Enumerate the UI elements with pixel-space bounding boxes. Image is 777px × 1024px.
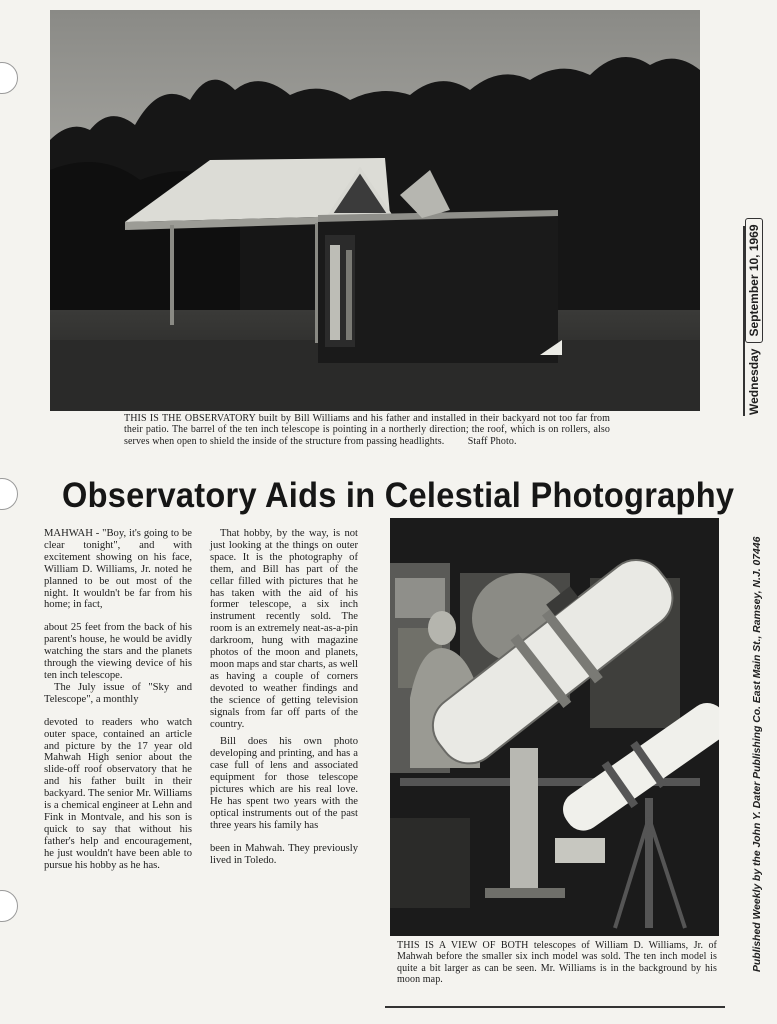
date-value: September 10, 1969 bbox=[745, 218, 763, 342]
col2-paragraph-1: That hobby, by the way, is not just looking at the things on outer space. It is the photography of them, and Bill has part of the cellar filled with pictures that he has taken with the aid of his former telescope, a six inch instrument recently sold. The room is an extremely neat-as-a-pin darkroom, hung with magazine photos of the moon and planets, moon maps and star charts, as well as having a couple of corners devoted to weather findings and the science of getting television signals from far off parts of the country. bbox=[210, 528, 358, 730]
observatory-photo-image bbox=[50, 10, 700, 411]
col2-paragraph-2: Bill does his own photo developing and printing, and has a case full of lens and associated equipment for those telescope pictures which are his real love. He has spent two years with the optical instruments out of the past three years his family has bbox=[210, 736, 358, 831]
col1-paragraph-4: devoted to readers who watch outer space, contained an article and picture by the 17 year old Mahwah High senior about the slide-off roof observatory that he and his father built in their backyard. The senior Mr. Williams is a chemical engineer at Lehn and Fink in Montvale, and his son is quick to say that without his father's help and encouragement, he just wouldn't have been able to pursue his hobby as he has. bbox=[44, 716, 192, 871]
date-stamp bbox=[747, 218, 761, 415]
col1-paragraph-1: MAHWAH - "Boy, it's going to be clear tonight", and with excitement showing on his face, William D. Williams, Jr. noted he planned to be out most of the night. It wouldn't be far from his home; in fact, bbox=[44, 528, 192, 611]
article-headline: Observatory Aids in Celestial Photography bbox=[62, 476, 735, 515]
caption-underline bbox=[385, 1006, 725, 1008]
binder-hole-middle bbox=[0, 478, 18, 510]
telescopes-photo bbox=[390, 518, 719, 936]
bottom-caption-text: THIS IS A VIEW OF BOTH telescopes of William D. Williams, Jr. of Mahwah before the smaller six inch model was sold. The ten inch model is quite a bit larger as can be seen. Mr. Williams is in the background by his moon map. bbox=[397, 940, 717, 986]
article-column-1 bbox=[44, 528, 192, 882]
col1-paragraph-2: about 25 feet from the back of his parent's house, he would be avidly watching the stars and the planets through the viewing device of his ten inch telescope. bbox=[44, 622, 192, 681]
top-caption-text: THIS IS THE OBSERVATORY built by Bill Williams and his father and installed in their backyard not too far from their patio. The barrel of the ten inch telescope is pointing in a northerly direction; the roof, which is on rollers, also serves when open to shield the inside of the structure from passing headlights. bbox=[124, 413, 610, 447]
col1-paragraph-3: The July issue of "Sky and Telescope", a monthly bbox=[44, 681, 192, 705]
telescopes-photo-image bbox=[390, 518, 719, 936]
top-caption-credit: Staff Photo. bbox=[467, 435, 517, 447]
date-day: Wednesday bbox=[747, 348, 761, 415]
col2-paragraph-3: been in Mahwah. They previously lived in Toledo. bbox=[210, 842, 358, 866]
binder-hole-bottom bbox=[0, 890, 18, 922]
article-column-2 bbox=[210, 528, 358, 877]
binder-hole-top bbox=[0, 62, 18, 94]
publisher-line: Published Weekly by the John Y. Dater Publishing Co. East Main St., Ramsey, N.J. 07446 bbox=[752, 536, 763, 972]
bottom-photo-caption bbox=[397, 940, 717, 986]
top-photo-caption bbox=[124, 413, 610, 447]
margin-rule bbox=[743, 226, 745, 416]
observatory-photo bbox=[50, 10, 700, 411]
